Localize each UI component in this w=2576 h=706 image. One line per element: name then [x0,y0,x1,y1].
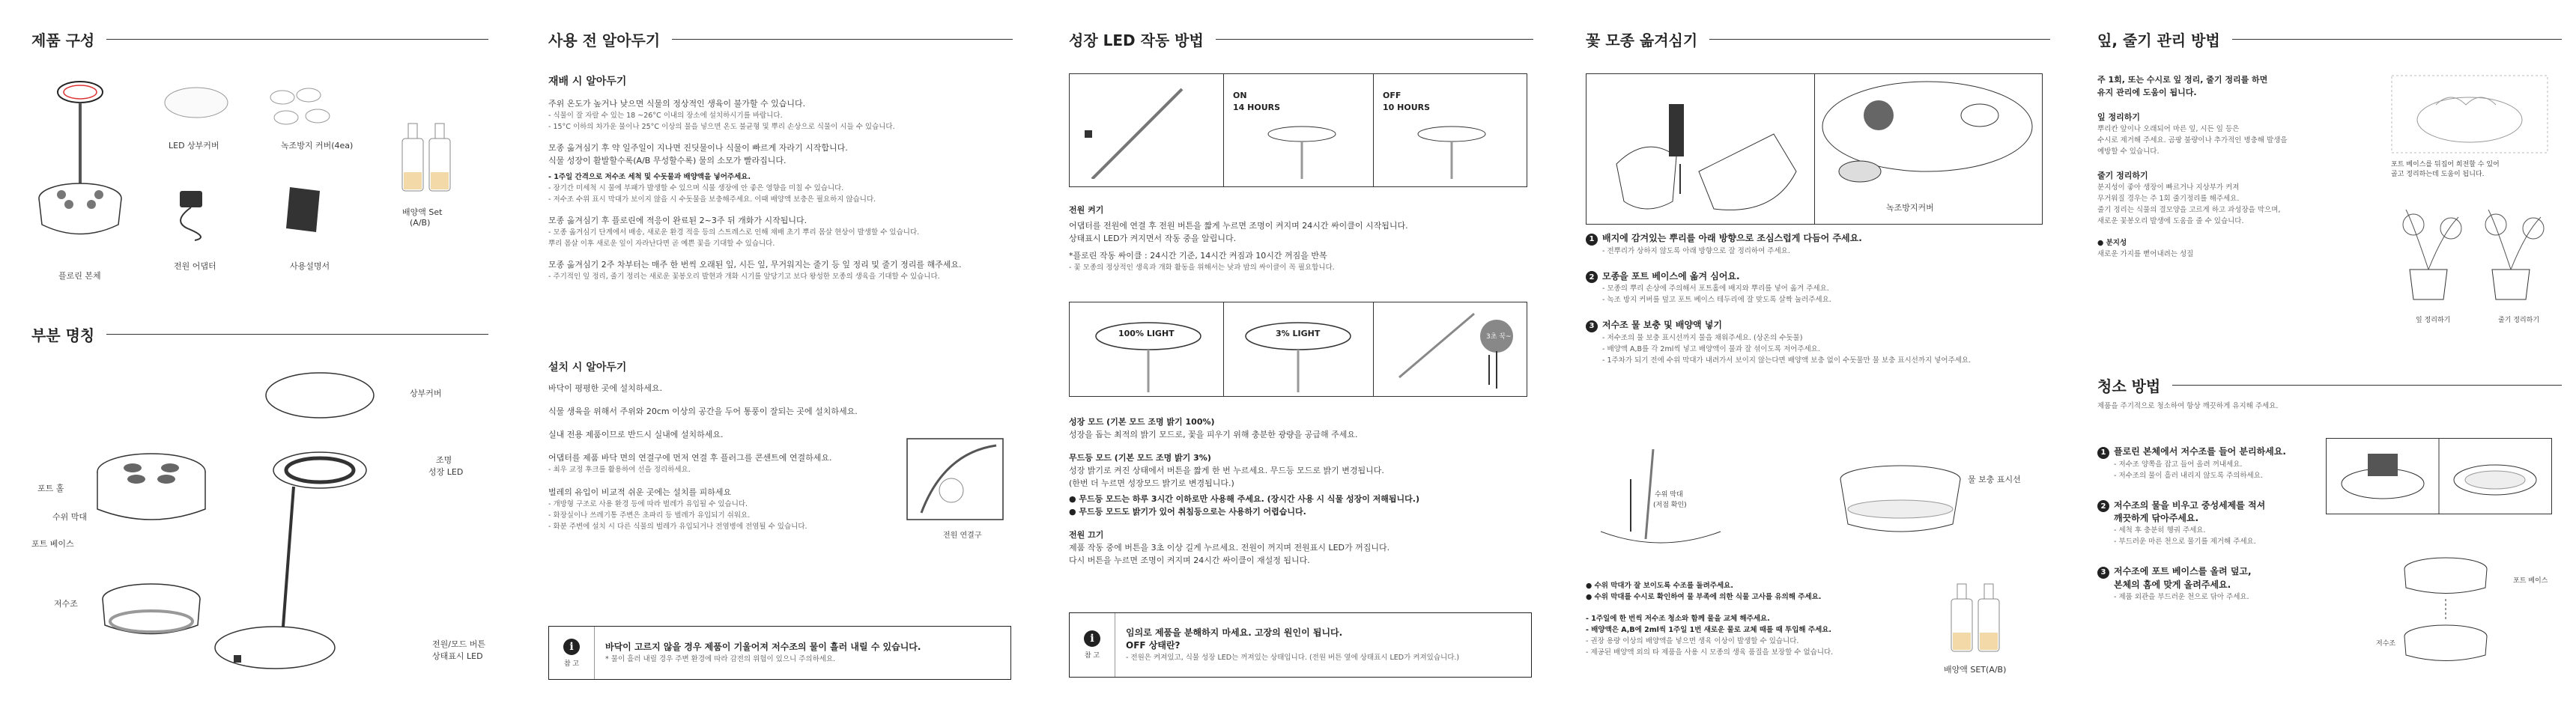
section-title-part-names: 부분 명칭 [31,323,488,345]
power-on-p2: 상태표시 LED가 켜지면서 작동 중을 알립니다. [1069,234,1237,243]
caption-stem: 줄기 정리하기 [2498,317,2540,324]
exploded-view-illustration [91,367,451,681]
label-fill-line: 물 보충 표시선 [1968,475,2021,484]
mood-p1: 성장 밝기로 켜진 상태에서 버튼을 짧게 한 번 누르세요. 무드등 모드로 밝기 변경됩니다. [1069,466,1384,475]
clean-step-1a: - 저수조 양쪽을 잡고 들어 올려 꺼내세요. [2114,460,2243,469]
leaf-intro-1: 주 1회, 또는 수시로 잎 정리, 줄기 정리를 하면 [2097,75,2268,85]
clean-step-1-number: 1 [2097,447,2109,459]
stem-trim-2: 무거워질 경우는 주 1회 줄기정리를 해주세요. [2097,195,2240,203]
led-cover-illustration [163,84,230,121]
transplant-steps [1586,232,2050,366]
install-i5a: - 개방형 구조로 사용 환경 등에 따라 벌레가 유입될 수 있습니다. [548,500,748,508]
basic-mode-title: 성장 모드 (기본 모드 조명 밝기 100%) [1069,417,1215,427]
label-water-gauge: 수위 막대 [52,512,88,522]
grow-p2: 모종 옮겨심기 후 약 일주일이 지나면 진딧물이나 식물이 빠르게 자라기 시작합니다. [548,143,848,153]
off-label: OFF [1383,91,1401,100]
label-gauge: 수위 막대 [1655,491,1683,499]
stem-trim-3: 줄기 정리는 식물의 결모양을 고르게 하고 과성장을 막으며, [2097,206,2281,214]
section-title-before-use: 사용 전 알아두기 [548,28,1013,50]
mood-p2: (한번 더 누르면 성장모드 밝기로 변경됩니다.) [1069,478,1234,488]
manual-illustration [286,183,324,236]
light-3-label: 3% LIGHT [1276,329,1321,338]
clean-step-3-number: 3 [2097,567,2109,579]
refill-3: - 권장 용량 이상의 배양액을 넣으면 생육 이상이 발생할 수 있습니다. [1586,637,1799,645]
clean-step-3b: 본체의 홈에 맞게 올려주세요. [2114,579,2231,590]
grow-p3a: - 장기간 미세척 시 물에 부패가 발생할 수 있으며 식물 생장에 안 좋은 영향을 미칠 수 있습니다. [548,184,844,192]
install-i1: 바닥이 평평한 곳에 설치하세요. [548,383,663,393]
stem-trim-4: 새로운 꽃봉오리 발생에 도움을 줄 수 있습니다. [2097,217,2244,225]
label-nutrient: 배양액 Set [402,207,443,217]
img-note-2: 골고 정리하는데 도움이 됩니다. [2391,171,2485,178]
notice-icon: i 참 고 [549,627,595,679]
notice-floor-sub: * 물이 흘러 내릴 경우 주변 환경에 따라 감전의 위험이 있으니 주의하세요. [605,655,836,663]
label-gauge-low: (저점 확인) [1653,502,1687,509]
grow-p3b: - 저수조 수위 표시 막대가 보이지 않을 시 수돗물을 보충해주세요. 이때 배양액 보충은 필요하지 않습니다. [548,195,876,204]
label-manual: 사용설명서 [290,261,330,271]
nutrient-bottles-illustration [396,116,456,198]
notice-off-sub: - 전원은 켜져있고, 식물 성장 LED는 꺼져있는 상태입니다. (전원 버튼 옆에 상태표시 LED가 켜져있습니다.) [1126,654,1460,662]
power-on-p3: *플로린 작동 싸이클 : 24시간 기준, 14시간 켜짐과 10시간 꺼짐을 반복 [1069,251,1327,261]
clean-step-2-number: 2 [2097,500,2109,512]
label-planter: 플로린 본체 [58,271,101,281]
section-title-transplant: 꽃 모종 옮겨심기 [1586,28,2050,50]
power-on-section [1069,204,1533,273]
grow-p4b: 뿌리 몸살 이후 새로운 잎이 자라난다면 곧 예쁜 꽃을 기대할 수 있습니다. [548,240,775,248]
water-warnings [1586,580,1915,658]
leaf-trim-1: 뿌리칸 앞이나 오래되어 마른 잎, 시든 잎 등은 [2097,125,2240,133]
step-1-number: 1 [1586,234,1598,246]
on-hours: 14 HOURS [1233,103,1281,112]
install-i5b: - 화장실이나 쓰레기통 주변은 초파리 등 벌레가 유입되기 쉬워요. [548,511,751,520]
warning-2: ● 수위 막대를 수시로 확인하여 물 부족에 의한 식물 고사를 유의해 주세요. [1586,593,1822,601]
reassemble-illustration [2389,554,2502,666]
info-icon-2: i [1084,630,1100,647]
clean-step-2c: - 세척 후 충분히 헹궈 주세요. [2114,526,2206,535]
label-light-block-cover: 녹조방지 커버(4ea) [281,141,354,150]
install-i4: 어댑터를 제품 바닥 면의 연결구에 먼저 연결 후 플러그를 콘센트에 연결하세요. [548,453,832,463]
transplant-illustration [1586,73,2043,225]
notice-icon-2: i 참 고 [1070,613,1115,677]
nutrient-set-illustration [1945,576,2005,659]
mood-p4: ● 무드등 모드도 밝기가 있어 취침등으로는 사용하기 어렵습니다. [1069,507,1306,517]
clean-step-3c: - 제품 외관을 부드러운 천으로 닦아 주세요. [2114,592,2249,601]
label-reservoir: 저수조 [54,599,78,609]
modes-section [1069,416,1533,567]
power-off-title: 전원 끄기 [1069,530,1104,540]
grow-p5: 모종 옮겨심기 2주 차부터는 매주 한 번씩 오래된 잎, 시든 잎, 무거워지는 줄기 등 잎 정리 및 줄기 정리를 해주세요. [548,260,962,270]
warning-1: ● 수위 막대가 잘 보이도록 수조를 돌려주세요. [1586,582,1733,590]
label-reservoir-2: 저수조 [2376,640,2396,648]
grow-p4: 모종 옮겨심기 후 플로린에 적응이 완료된 2~3주 뒤 개화가 시작됩니다. [548,216,807,225]
mood-p3: ● 무드등 모드는 하루 3시간 이하로만 사용해 주세요. (장시간 사용 시 식물 성장이 저해됩니다.) [1069,494,1419,504]
clean-step-1-title: 1 플로린 본체에서 저수조를 들어 분리하세요. [2097,445,2322,459]
branch-title: ● 분지성 [2097,239,2127,247]
light-100-label: 100% LIGHT [1118,329,1175,338]
cycle-diagram [1069,73,1527,187]
label-grow-led: 성장 LED [428,467,464,477]
label-pot-hole: 포트 홀 [37,484,64,493]
step-3-note-a: - 저수조의 물 보충 표시선까지 물을 채워주세요. (상온의 수돗물) [1602,333,1803,342]
install-i3: 실내 전용 제품이므로 반드시 실내에 설치하세요. [548,430,724,439]
basic-mode-desc: 성장을 돕는 최적의 밝기 모드로, 꽃을 피우기 위해 충분한 광량을 공급해 주세요. [1069,430,1358,439]
leaf-intro-2: 유지 관리에 도움이 됩니다. [2097,88,2197,97]
install-i4a: - 최우 교정 후크를 활용하여 선을 정리하세요. [548,466,691,474]
cleaning-intro: 제품을 주기적으로 청소하여 항상 깨끗하게 유지해 주세요. [2097,402,2279,410]
leaf-trim-title: 잎 정리하기 [2097,112,2140,122]
label-power-button: 전원/모드 버튼 [432,639,485,649]
press-button-illustration [1392,310,1519,392]
power-on-title: 전원 켜기 [1069,205,1104,215]
clean-step-2-title: 2 저수조의 물을 비우고 중성세제를 적셔 [2097,499,2322,513]
clean-step-2b: 깨끗하게 닦아주세요. [2114,513,2199,523]
leaf-trim-3: 예방할 수 있습니다. [2097,147,2160,156]
notice-off-title: OFF 상태란? [1126,640,1181,651]
column-transplanting [1586,0,2050,706]
mood-mode-title: 무드등 모드 (기본 모드 조명 밝기 3%) [1069,453,1211,463]
brightness-diagram [1069,302,1527,397]
leaf-trim-illustration [2391,75,2548,153]
on-label: ON [1233,91,1247,100]
step-3-note-b: - 배양액 A,B를 각 2ml씩 넣고 배양액이 물과 잘 섞이도록 저어주세요. [1602,344,1820,353]
refill-1: - 1주일에 한 번씩 저수조 청소와 함께 물을 교체 해주세요. [1586,615,1770,623]
growing-title: 재배 시 알아두기 [548,76,627,88]
branch-desc: 새로운 가지를 뻗어내려는 성질 [2097,250,2194,258]
install-i5: 벌레의 유입이 비교적 쉬운 곳에는 설치를 피하세요 [548,487,732,497]
power-on-p4: - 꽃 모종의 정상적인 생육과 개화 활동을 위해서는 낮과 밤의 싸이클이 꼭 필요합니다. [1069,264,1335,272]
connector-illustration [906,438,1004,520]
install-title: 설치 시 알아두기 [548,362,627,374]
grow-p3: - 1주일 간격으로 저수조 세척 및 수돗물과 배양액을 넣어주세요. [548,173,751,181]
section-title-components: 제품 구성 [31,28,488,50]
step-2-number: 2 [1586,271,1598,283]
lamp-illustration [1077,82,1197,179]
step-2-note-a: - 모종의 뿌리 손상에 주의해서 포트홀에 배지와 뿌리를 넣어 옮겨 주세요. [1602,284,1829,293]
power-on-p1: 어댑터를 전원에 연결 후 전원 버튼을 짧게 누르면 조명이 켜지며 24시간 싸이클이 시작됩니다. [1069,221,1408,231]
notice-disassemble [1069,612,1532,678]
stem-trim-title: 줄기 정리하기 [2097,171,2148,180]
refill-2: - 배양액은 A,B에 2ml씩 1주일 1번 새로운 물로 교체 때를 때 투입해 주세요. [1586,626,1832,634]
planter-illustration [31,71,129,258]
column-led-operation [1069,0,1533,706]
clean-step-2d: - 부드러운 마른 천으로 물기를 제거해 주세요. [2114,538,2256,546]
label-status-led: 상태표시 LED [432,651,483,661]
grow-p5a: - 주기적인 잎 정리, 줄기 정리는 새로운 꽃봉오리 발현과 개화 시기를 앞당기고 보다 왕성한 모종의 생육을 기대할 수 있습니다. [548,273,940,281]
label-connector: 전원 연결구 [943,532,982,540]
leaf-care-text [2097,73,2382,260]
install-i5c: - 화분 주변에 설치 시 다른 식물의 벌레가 유입되거나 전염병에 전염될 수 있습니다. [548,523,807,531]
step-1-note: - 전뿌리가 상하지 않도록 아래 방향으로 잘 정리하여 주세요. [1602,246,1790,255]
hands-root-illustration [1586,74,1811,224]
label-top-cover: 상부커버 [410,389,442,398]
growing-notes [548,73,1013,282]
step-1-title: 1 배지에 감겨있는 뿌리를 아래 방향으로 조심스럽게 다듬어 주세요. [1586,232,2050,246]
label-pot-base-2: 포트 베이스 [2513,577,2548,585]
label-led-cover: LED 상부커버 [169,141,219,150]
grow-p2b: 식물 성장이 활발할수록(A/B 무성할수록) 물의 소모가 빨라집니다. [548,156,787,165]
caption-leaf: 잎 정리하기 [2416,317,2451,324]
info-icon: i [563,639,580,655]
cleaning-steps [2097,445,2322,603]
label-nutrient-set: 배양액 SET(A/B) [1944,665,2007,675]
grow-p4a: - 모종 옮겨심기 단계에서 배송, 새로운 환경 적응 등의 스트레스로 인해 채배 초기 뿌리 몸살 현상이 발생할 수 있습니다. [548,228,920,237]
step-3-number: 3 [1586,320,1598,332]
label-adapter: 전원 어댑터 [174,261,216,271]
stem-trim-1: 분지성이 좋아 생장이 빠르거나 지상부가 커져 [2097,183,2240,192]
notice-floor-title: 바닥이 고르지 않을 경우 제품이 기울어져 저수조의 물이 흘러 내릴 수 있습니다. [605,642,921,652]
label-nutrient-sub: (A/B) [410,218,431,228]
column-leaf-care [2097,0,2562,706]
light-block-covers-illustration [264,86,346,131]
lamp-on-illustration [1257,119,1347,179]
leaf-trim-2: 수시로 제거해 주세요. 곰팡 불량이나 추가적인 병충해 발생을 [2097,136,2288,144]
power-off-p2: 다시 버튼을 누르면 조명이 켜지며 24시간 싸이클이 재설정 됩니다. [1069,556,1310,565]
install-notes [548,359,900,532]
section-title-led: 성장 LED 작동 방법 [1069,28,1533,50]
off-hours: 10 HOURS [1383,103,1431,112]
notice-disassemble-title: 임의로 제품을 분해하지 마세요. 고장의 원인이 됩니다. [1126,627,1343,638]
notice-floor [548,626,1011,680]
grow-p1: 주위 온도가 높거나 낮으면 식물의 정상적인 생육이 불가할 수 있습니다. [548,99,806,109]
column-before-use [548,0,1013,706]
section-title-cleaning: 청소 방법 [2097,374,2562,396]
step-2-title: 2 모종을 포트 베이스에 옮겨 심어요. [1586,270,2050,284]
clean-step-1b: - 저수조의 물이 흘러 내리지 않도록 주의하세요. [2114,471,2263,480]
label-light-block-cover-2: 녹조방지커버 [1886,203,1934,213]
step-3-note-c: - 1주차가 되기 전에 수위 막대가 내려가서 보이지 않는다면 배양액 보충 없이 수돗물만 물 보충 표시선까지 넣어주세요. [1602,356,1972,365]
label-light: 조명 [436,455,452,465]
refill-4: - 제공된 배양액 외의 타 제품을 사용 시 모종의 생육 품질을 보장할 수 없습니다. [1586,648,1834,657]
section-title-leaf: 잎, 줄기 관리 방법 [2097,28,2562,50]
step-3-title: 3 저수조 물 보충 및 배양액 넣기 [1586,319,2050,332]
press-3s-label: 3초 꾹~ [1486,333,1512,341]
lamp-off-illustration [1407,119,1497,179]
label-pot-base: 포트 베이스 [31,539,74,549]
power-off-p1: 제품 작동 중에 버튼을 3초 이상 길게 누르세요. 전원이 꺼지며 전원표시 LED가 꺼집니다. [1069,543,1390,553]
adapter-illustration [165,183,225,243]
cleaning-illustration-1 [2326,438,2552,514]
column-product-components [31,0,488,706]
grow-p1a: - 식물이 잘 자랄 수 있는 18 ~26°C 이내의 장소에 설치하시기를 바랍니다. [548,112,783,120]
clean-step-3-title: 3 저수조에 포트 베이스를 올려 덮고, [2097,565,2322,579]
grow-p1b: - 15°C 이하의 차가운 물이나 25°C 이상의 물을 넣으면 온도 불균형 및 뿌리 손상으로 식물이 시들 수 있습니다. [548,123,895,131]
lift-reservoir-illustration [2327,439,2551,514]
step-2-note-b: - 녹조 방지 커버를 덮고 포트 베이스 테두리에 잘 맞도록 살짝 눌러주세요. [1602,296,1831,304]
img-note-1: 포트 베이스를 뒤집어 희전할 수 있어 [2391,161,2500,168]
plants-trim-illustration [2391,195,2548,307]
install-i2: 식물 생육을 위해서 주위와 20cm 이상의 공간을 두어 통풍이 잘되는 곳에 설치하세요. [548,407,858,416]
